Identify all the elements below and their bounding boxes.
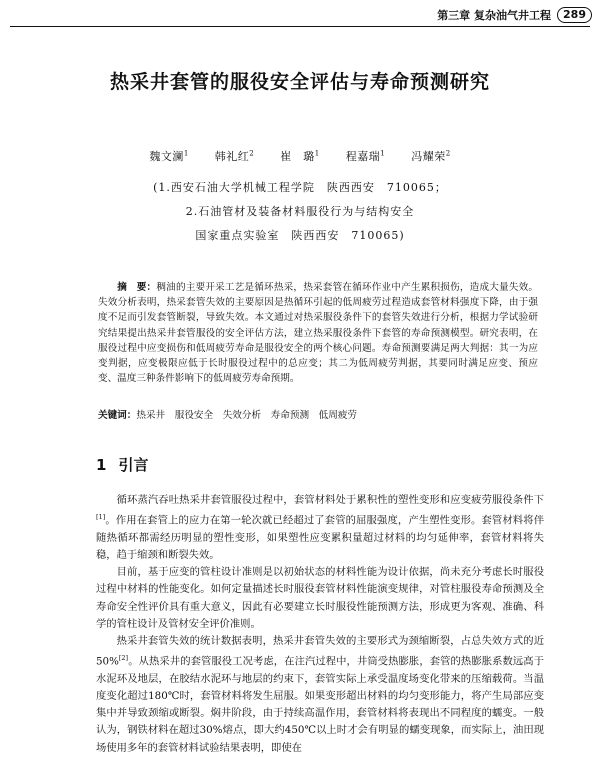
running-header	[437, 6, 592, 24]
author-affiliation-mark: 1	[183, 149, 189, 158]
section-number: 1	[96, 456, 107, 474]
page-number: 289	[557, 7, 592, 23]
author-affiliation-mark: 2	[445, 149, 451, 158]
citation: [2]	[118, 654, 129, 663]
author-name: 冯耀荣	[411, 150, 446, 163]
citation: [1]	[96, 513, 106, 522]
abstract-label: 摘 要：	[117, 282, 157, 293]
affiliation-line: 2.石油管材及装备材料服役行为与结构安全	[185, 205, 415, 218]
author-name: 崔 璐	[280, 150, 315, 163]
paper-title: 热采井套管的服役安全评估与寿命预测研究	[109, 71, 490, 93]
author	[411, 150, 450, 163]
author	[149, 150, 188, 163]
keywords	[98, 407, 538, 421]
author	[280, 150, 319, 163]
author-list	[0, 148, 600, 164]
author-affiliation-mark: 2	[249, 149, 255, 158]
body-text	[96, 492, 544, 757]
abstract-text: 稠油的主要开采工艺是循环热采，热采套管在循环作业中产生累积损伤，造成大量失效。失效分析表明，热采套管失效的主要原因是热循环引起的低周疲劳过程造成套管材料强度下降，由于强度不足而引发套管断裂，导致失效。本文通过对热采服役条件下的套管失效进行分析，根据力学试验研究结果提出热采井套管服役的安全评估方法，建立热采服役条件下套管的寿命预测模型。研究表明，在服役过程中应变损伤和低周疲劳寿命是服役安全的两个核心问题。寿命预测要满足两大判据：其一为应变判据，应变极限应低于长时服役过程中的总应变；其二为低周疲劳判据，其要同时满足应变、预应变、温度三种条件影响下的低周疲劳寿命预期。	[98, 282, 539, 385]
paragraph	[96, 633, 544, 757]
header-rule	[10, 26, 590, 27]
abstract	[98, 280, 538, 386]
paragraph	[96, 492, 544, 564]
paragraph	[96, 564, 544, 633]
author-name: 魏文澜	[149, 150, 184, 163]
author-affiliation-mark: 1	[380, 149, 386, 158]
author	[215, 150, 254, 163]
running-header-chapter: 第三章 复杂油气井工程	[437, 9, 552, 22]
paragraph-text: 。从热采井的套管服役工况考虑，在注汽过程中，井筒受热膨胀，套管的热膨胀系数远高于水泥环及地层，在胶结水泥环与地层的约束下，套管实际上承受温度场变化带来的压缩载荷。当温度变化超过180℃时，套管材料将发生屈服。如果变形超出材料的均匀变形能力，将产生局部应变集中并导致颈缩或断裂。焖井阶段，由于持续高温作用，套管材料将表现出不同程度的蠕变。一般认为，钢铁材料在超过30%熔点，即大约450℃以上时才会有明显的蠕变现象，而实际上，油田现场使用多年的套管材料试验结果表明，即使在	[96, 655, 544, 754]
paragraph-text: 循环蒸汽吞吐热采井套管服役过程中，套管材料处于累积性的塑性变形和应变疲劳服役条件下	[116, 494, 544, 506]
paragraph-text: 热采井套管失效的统计数据表明，热采井套管失效的主要形式为颈缩断裂，占总失效方式的近50%	[96, 635, 544, 668]
author-name: 程嘉瑞	[345, 150, 381, 163]
section-heading	[96, 454, 148, 475]
paragraph-text: 。作用在套管上的应力在第一轮次就已经超过了套管的屈服强度，产生塑性变形。套管材料将伴随热循环都需经历明显的塑性变形，如果塑性应变累积量超过材料的均匀延伸率，套管材料将失稳，趋于缩颈和断裂失效。	[96, 514, 544, 562]
section-title: 引言	[118, 456, 149, 474]
author	[346, 150, 385, 163]
affiliation-line: (1.西安石油大学机械工程学院 陕西西安 710065；	[153, 181, 447, 194]
affiliation-line: 国家重点实验室 陕西西安 710065)	[195, 229, 405, 242]
keywords-text: 热采井 服役安全 失效分析 寿命预测 低周疲劳	[136, 410, 358, 421]
author-name: 韩礼红	[214, 150, 250, 163]
keywords-label: 关键词：	[98, 410, 137, 421]
author-affiliation-mark: 1	[314, 149, 320, 158]
paragraph-text: 目前，基于应变的管柱设计准则是以初始状态的材料性能为设计依据，尚未充分考虑长时服役过程中材料的性能变化。如何定量描述长时服役套管材料性能演变规律，对管柱服役寿命预测及全寿命安全性评价具有重大意义，因此有必要建立长时服役性能预测方法，形成更为客观、准确、科学的管柱设计及管材安全评价准则。	[96, 566, 544, 630]
